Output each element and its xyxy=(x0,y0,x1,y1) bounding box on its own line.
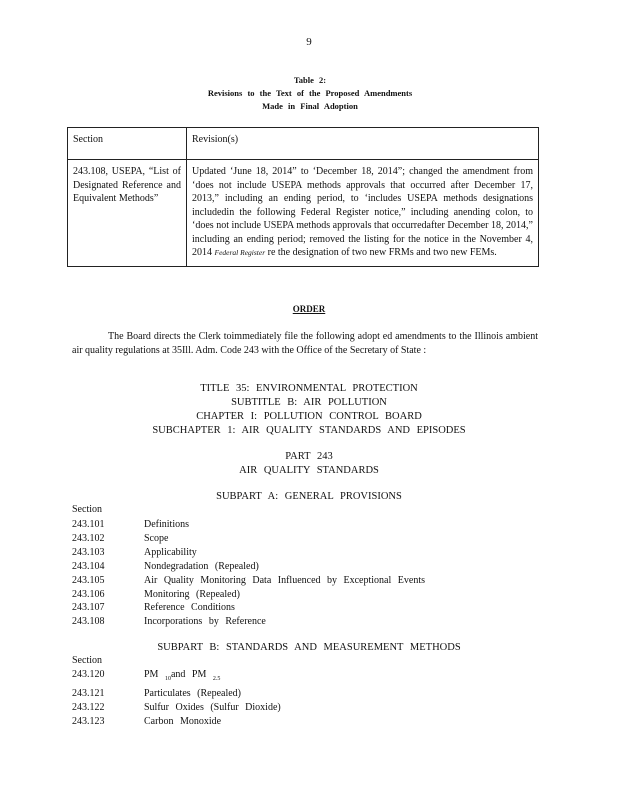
list-item: 243.102 Scope xyxy=(72,532,169,544)
cell-revision xyxy=(187,160,539,267)
subpart-a-heading: SUBPART A: GENERAL PROVISIONS xyxy=(216,491,402,502)
list-item: 243.103 Applicability xyxy=(72,546,197,558)
part-title: AIR QUALITY STANDARDS xyxy=(239,465,379,476)
list-item: 243.107 Reference Conditions xyxy=(72,602,235,614)
table-header-row xyxy=(68,128,539,160)
order-paragraph: The Board directs the Clerk toimmediately file the following adopt ed amendments to the Illinois ambient air quality regulations at 35Ill. Adm. Code 243 with the Office of the Secretary of State : xyxy=(72,331,538,356)
subpart-b-heading: SUBPART B: STANDARDS AND MEASUREMENT METHODS xyxy=(157,642,461,653)
header-revisions: Revision(s) xyxy=(187,128,539,160)
subchapter-line: SUBCHAPTER 1: AIR QUALITY STANDARDS AND EPISODES xyxy=(152,425,466,436)
list-item: 243.120 PM $_{10}$and PM $_{2.5}$ xyxy=(72,669,221,682)
part-block xyxy=(0,450,618,478)
revision-federal-register: Federal Register xyxy=(214,248,266,257)
table-row xyxy=(68,160,539,267)
order-heading: ORDER xyxy=(292,304,326,314)
list-item: 243.121 Particulates (Repealed) xyxy=(72,687,242,699)
caption-line-1: Table 2: xyxy=(293,75,327,85)
subpart-a-list xyxy=(72,518,425,629)
title-line: TITLE 35: ENVIRONMENTAL PROTECTION xyxy=(200,383,418,394)
list-item: 243.101 Definitions xyxy=(72,519,189,530)
revision-text-1: Updated ‘June 18, 2014” to ‘December 18, 2014”; changed the amendment from ‘does not include USEPA methods approvals that occurred after December 17, 2013,” including an ending period, to ‘includes USEPA methods designations includedin the following Federal Register notice,” including anending colon, to ‘does not include USEPA methods approvals that occurredafter December 18, 2014,” including an ending period; removed the listing for the notice in the November 4, 2014 xyxy=(192,166,533,258)
part-number: PART 243 xyxy=(285,451,333,462)
subpart-b-list xyxy=(72,668,281,729)
subtitle-line: SUBTITLE B: AIR POLLUTION xyxy=(231,397,387,408)
cell-section: 243.108, USEPA, “List of Designated Reference and Equivalent Methods” xyxy=(68,160,187,267)
subpart-a-section-label: Section xyxy=(72,504,102,515)
title-block xyxy=(0,382,618,438)
header-section: Section xyxy=(68,128,187,160)
list-item: 243.123 Carbon Monoxide xyxy=(72,715,222,727)
list-item: 243.106 Monitoring (Repealed) xyxy=(72,588,240,600)
page-number: 9 xyxy=(306,36,312,48)
subpart-b-section-label: Section xyxy=(72,655,102,666)
chapter-line: CHAPTER I: POLLUTION CONTROL BOARD xyxy=(196,411,422,422)
list-item: 243.108 Incorporations by Reference xyxy=(72,616,266,628)
list-item: 243.105 Air Quality Monitoring Data Influenced by Exceptional Events xyxy=(72,574,425,586)
list-item: 243.104 Nondegradation (Repealed) xyxy=(72,560,259,572)
caption-line-3: Made in Final Adoption xyxy=(262,101,358,111)
caption-line-2: Revisions to the Text of the Proposed Amendments xyxy=(207,88,413,98)
list-item: 243.122 Sulfur Oxides (Sulfur Dioxide) xyxy=(72,701,281,713)
revision-text-2: re the designation of two new FRMs and two new FEMs. xyxy=(267,247,497,258)
table-caption xyxy=(150,74,470,113)
revisions-table xyxy=(67,127,539,267)
